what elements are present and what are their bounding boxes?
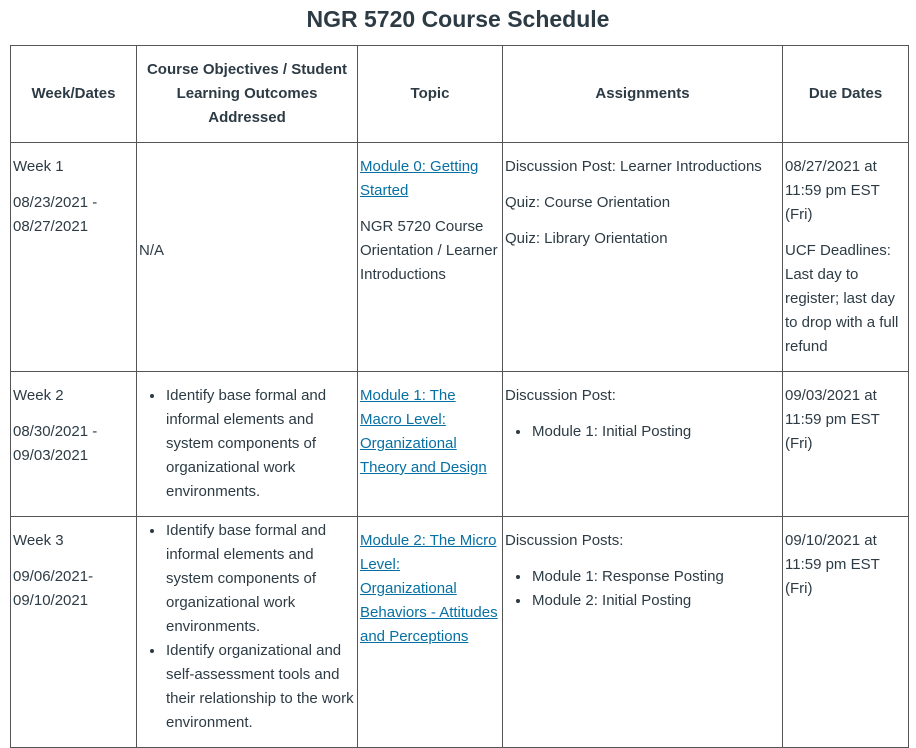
due-date: 08/27/2021 at 11:59 pm EST (Fri) [785, 158, 880, 223]
assignments-list [505, 565, 780, 613]
ucf-deadline-note: UCF Deadlines: Last day to register; last day to drop with a full refund [785, 242, 899, 355]
assignments-heading: Discussion Posts: [505, 532, 624, 549]
objective-item: • Identify base formal and informal elements and system components of organizational work environments. [165, 519, 355, 639]
page-title: NGR 5720 Course Schedule [306, 6, 610, 32]
table-row-week-3 [11, 517, 909, 748]
week-cell [11, 517, 137, 748]
table-row-week-2 [11, 372, 909, 517]
table-header-row [11, 46, 909, 143]
week-label: Week 1 [13, 158, 64, 175]
table-row-week-1 [11, 143, 909, 372]
assignments-heading: Discussion Post: [505, 387, 616, 404]
topic-cell [358, 143, 503, 372]
assignment-item: Quiz: Course Orientation [505, 194, 671, 211]
assignment-item: Discussion Post: Learner Introductions [505, 158, 762, 175]
course-schedule-table [10, 45, 909, 748]
due-date: 09/10/2021 at 11:59 pm EST (Fri) [785, 532, 880, 597]
assignment-item: • Module 1: Response Posting [531, 565, 780, 589]
due-cell [783, 143, 909, 372]
week-label: Week 3 [13, 532, 64, 549]
assignment-item: Quiz: Library Orientation [505, 230, 668, 247]
objectives-cell [137, 372, 358, 517]
objective-item: • Identify base formal and informal elements and system components of organizational work environments. [165, 384, 355, 504]
week-dates: 08/23/2021 - 08/27/2021 [13, 194, 98, 235]
week-dates: 09/06/2021- 09/10/2021 [13, 568, 94, 609]
objective-item: • Identify organizational and self-assessment tools and their relationship to the work environment. [165, 639, 355, 735]
due-cell [783, 372, 909, 517]
assignments-list [505, 420, 780, 444]
objectives-na: N/A [139, 242, 165, 259]
assignments-cell [503, 372, 783, 517]
due-date: 09/03/2021 at 11:59 pm EST (Fri) [785, 387, 880, 452]
header-topic: Topic [358, 46, 503, 143]
module-1-link[interactable]: Module 1: The Macro Level: Organizational Theory and Design [360, 387, 487, 476]
header-assignments: Assignments [503, 46, 783, 143]
topic-cell [358, 517, 503, 748]
objectives-cell [137, 517, 358, 748]
assignments-cell [503, 143, 783, 372]
assignments-cell [503, 517, 783, 748]
module-0-link[interactable]: Module 0: Getting Started [360, 158, 479, 199]
week-dates: 08/30/2021 - 09/03/2021 [13, 423, 98, 464]
objectives-list [139, 384, 355, 504]
topic-cell [358, 372, 503, 517]
objectives-cell [137, 143, 358, 372]
assignment-item: • Module 2: Initial Posting [531, 589, 780, 613]
objectives-list [139, 519, 355, 735]
week-cell [11, 372, 137, 517]
header-objectives: Course Objectives / Student Learning Outcomes Addressed [137, 46, 358, 143]
module-2-link[interactable]: Module 2: The Micro Level: Organizational Behaviors - Attitudes and Perceptions [360, 532, 498, 645]
header-week-dates: Week/Dates [11, 46, 137, 143]
topic-description: NGR 5720 Course Orientation / Learner Introductions [360, 218, 498, 283]
header-due-dates: Due Dates [783, 46, 909, 143]
week-label: Week 2 [13, 387, 64, 404]
due-cell [783, 517, 909, 748]
week-cell [11, 143, 137, 372]
assignment-item: • Module 1: Initial Posting [531, 420, 780, 444]
